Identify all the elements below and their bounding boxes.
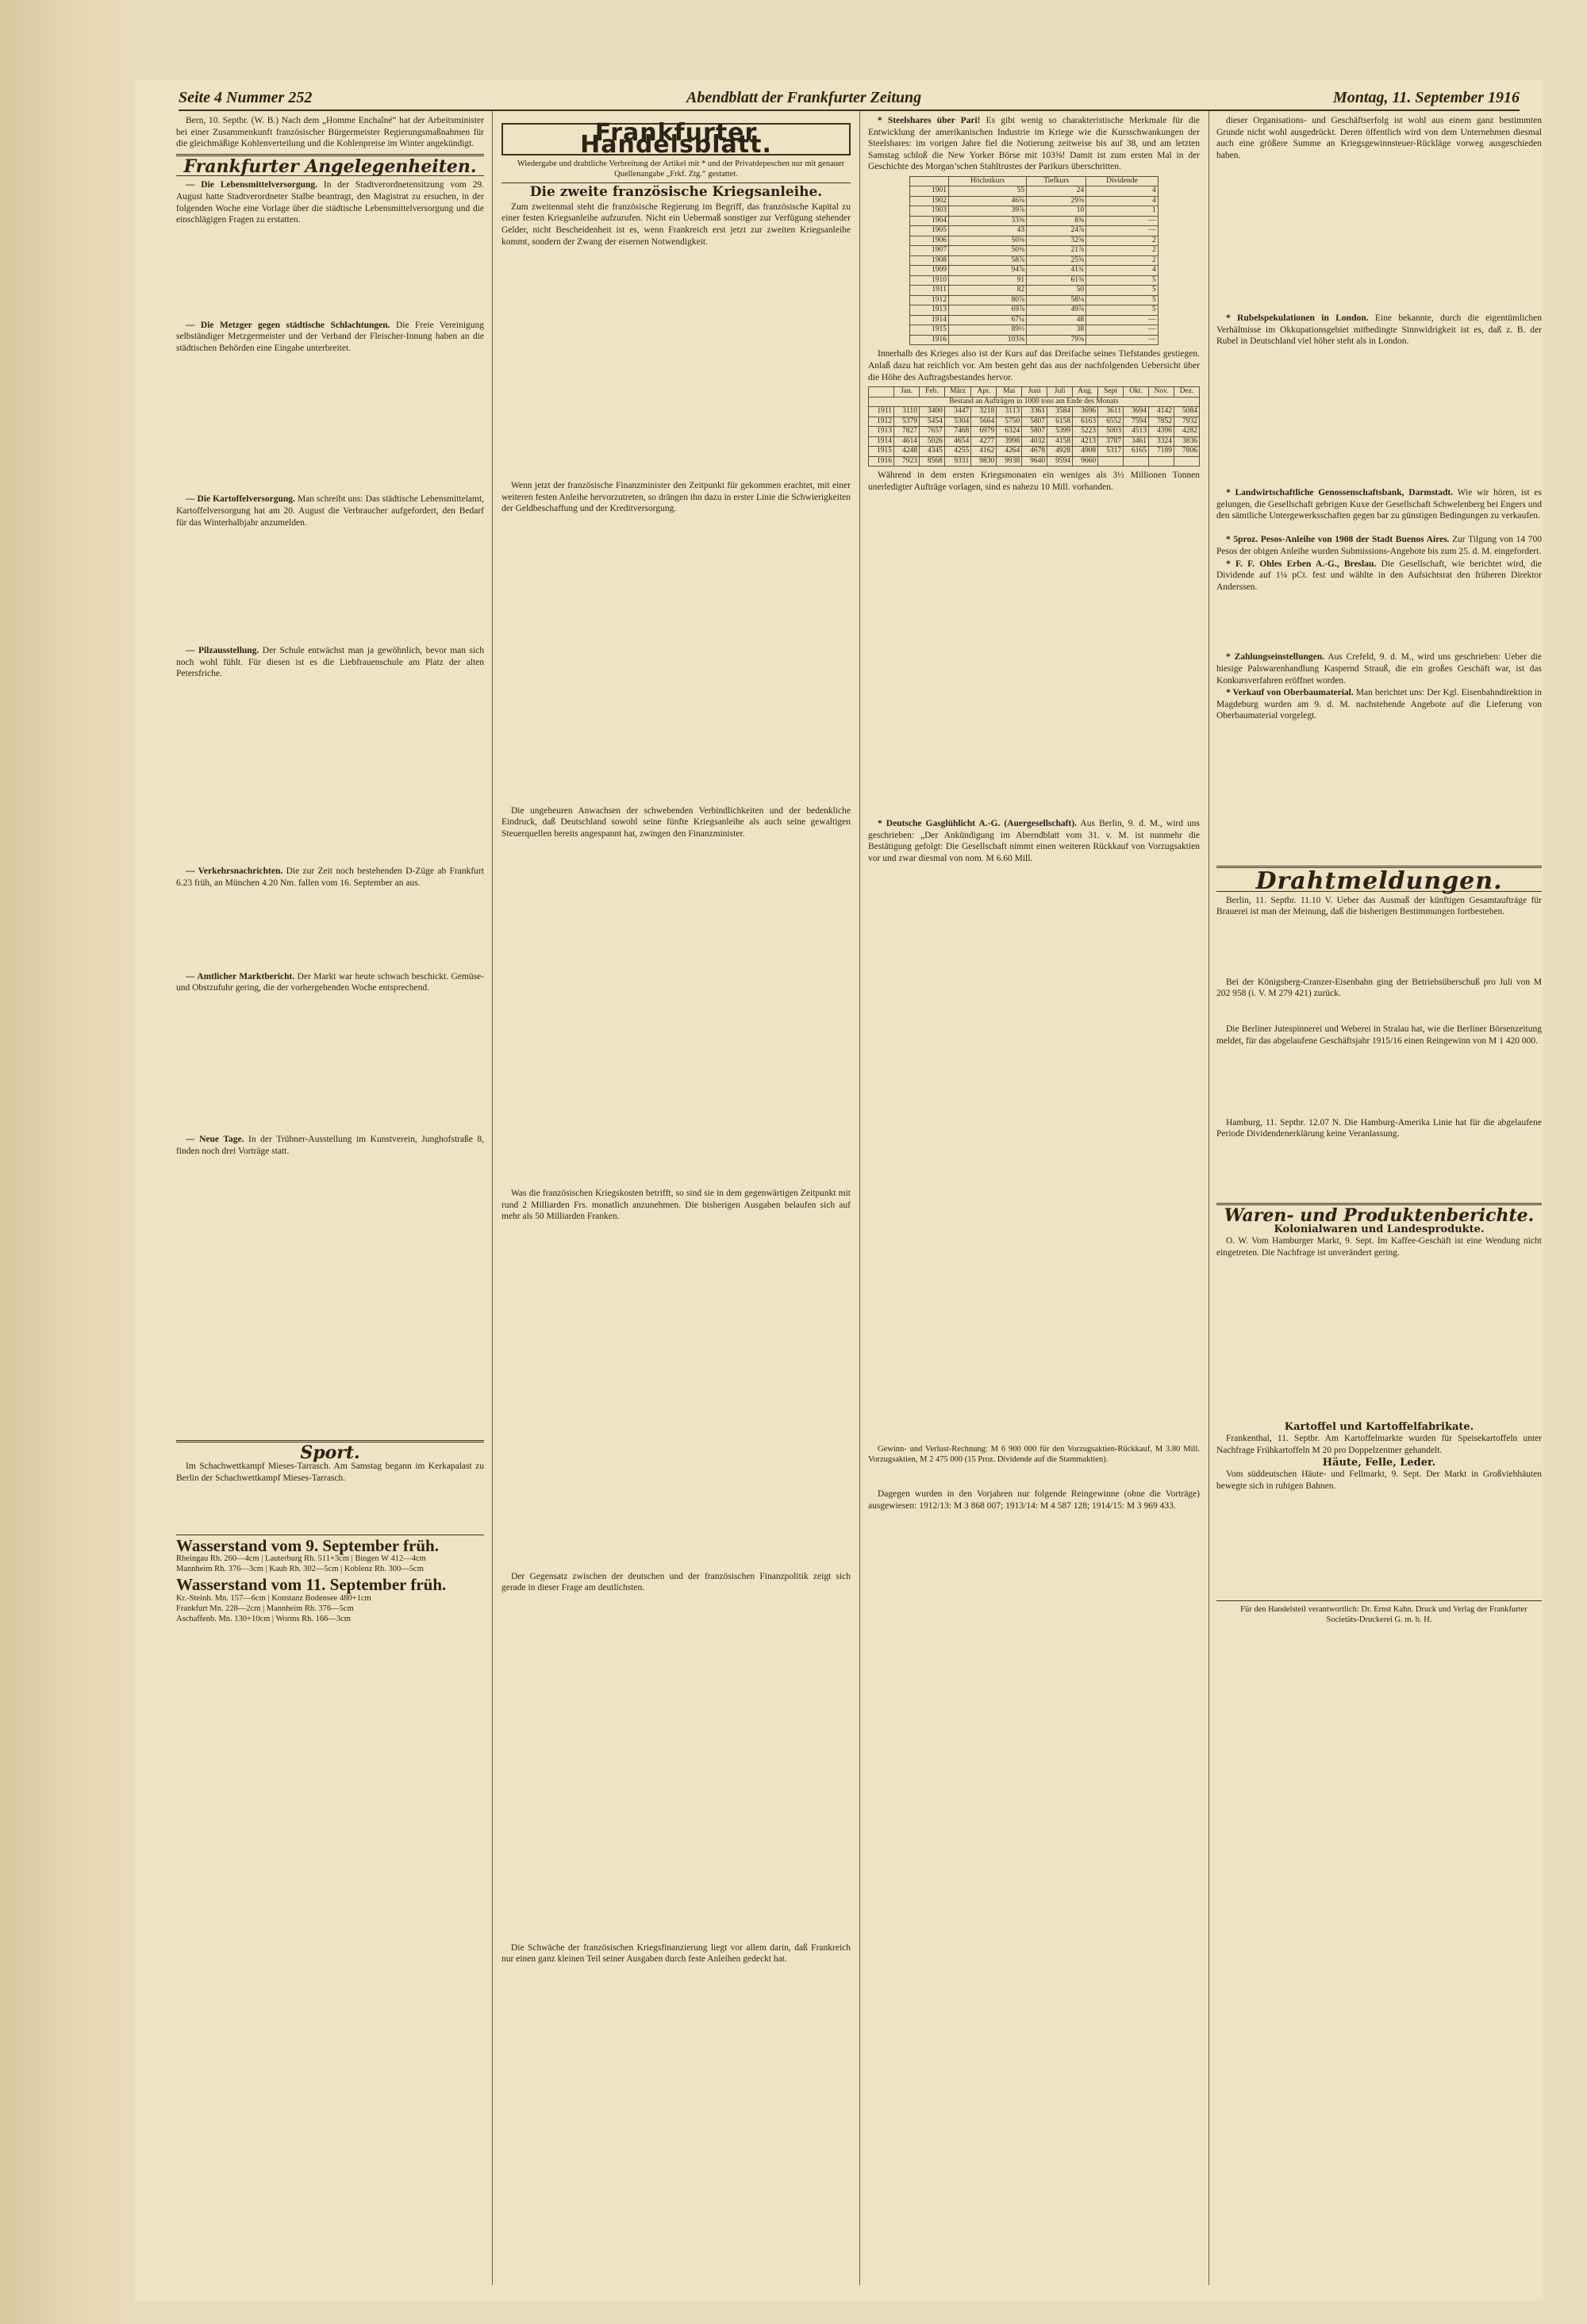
table-row	[869, 417, 1200, 427]
section-title: Frankfurter Angelegenheiten.	[183, 156, 477, 177]
table-cell: 3584	[1047, 407, 1073, 417]
table-cell: 7923	[893, 456, 919, 467]
table-cell: 6158	[1047, 417, 1073, 427]
table-cell: 3787	[1098, 436, 1124, 447]
news-item: — Die Lebensmittelversorgung. In der Stadtverordnetensitzung vom 29. August hatte Stadtverordneter Stalbe beantragt, den Magistrat zu ersuchen, in der folgenden Woche eine Vorlage über die städtische Lebensmittelversorgung und die einschlägigen Fragen zu erstatten.	[176, 180, 484, 225]
table-cell: 5304	[944, 417, 970, 427]
table-cell: 6165	[1124, 447, 1149, 457]
table-cell: 5454	[919, 417, 944, 427]
table-cell: 1911	[869, 407, 894, 417]
table-cell: —	[1086, 335, 1159, 345]
table-cell: 1914	[869, 436, 894, 447]
gasgluehlicht-earnings: Dagegen wurden in den Vorjahren nur folgende Reingewinne (ohne die Vorträge) ausgewiesen: 1912/13: M 3 868 007; 1913/14: M 4 587 128; 1914/15: M 3 969 433.	[868, 1489, 1200, 1511]
table-cell: 9938	[997, 456, 1022, 467]
table-cell: 38	[1027, 325, 1086, 336]
table-header-cell: Juni	[1022, 387, 1047, 398]
table-header-cell: Nov.	[1149, 387, 1174, 398]
table-cell: 43	[949, 226, 1027, 236]
water-level-line: Kr.-Steinh. Mn. 157—6cm | Konstanz Bodensee 480+1cm	[176, 1593, 371, 1603]
table-header-cell: Mai	[997, 387, 1022, 398]
table-cell: 4264	[997, 447, 1022, 457]
table-cell: 46⅝	[949, 196, 1027, 206]
table-cell: 50⅜	[949, 236, 1027, 246]
table-cell: 3461	[1124, 436, 1149, 447]
water-level-title: Wasserstand vom 9. September früh.	[176, 1535, 439, 1555]
local-items	[176, 179, 484, 1435]
table-cell: 1913	[910, 305, 949, 316]
table-cell: 9594	[1047, 456, 1073, 467]
news-item: * Zahlungseinstellungen. Aus Crefeld, 9. d. M., wird uns geschrieben: Ueber die hiesige Palswarenhandlung Kaspernd Strauß, die ein großes Geschäft war, ist das Konkursverfahren eröffnet worden.	[1216, 652, 1542, 686]
table-cell: 1912	[910, 295, 949, 305]
imprint: Für den Handelsteil verantwortlich: Dr. Ernst Kahn. Druck und Verlag der Frankfurter Societäts-Druckerei G. m. b. H.	[1240, 1604, 1527, 1624]
table-row	[869, 407, 1200, 417]
table-cell: 5750	[997, 417, 1022, 427]
gasgluehlicht-accounts: Gewinn- und Verlust-Rechnung: M 6 900 000 für den Vorzugsaktien-Rückkauf, M 3.80 Mill. Vorzugsaktien, M 2 475 000 (15 Proz. Dividende auf die Stammaktien).	[868, 1445, 1200, 1465]
haeute-text: Vom süddeutschen Häute- und Fellmarkt, 9. Sept. Der Markt in Großviehhäuten bewegte sich in ruhigen Bahnen.	[1216, 1469, 1542, 1491]
table-cell: 89½	[949, 325, 1027, 336]
table-cell	[1124, 456, 1149, 467]
waren-text: O. W. Vom Hamburger Markt, 9. Sept. Im Kaffee-Geschäft ist eine Wendung nicht eingetreten. Die Nachfrage ist unverändert gering.	[1216, 1236, 1542, 1258]
header-center: Abendblatt der Frankfurter Zeitung	[686, 89, 922, 106]
table-cell: 3324	[1149, 436, 1174, 447]
table-cell: 3611	[1098, 407, 1124, 417]
table-row	[910, 236, 1159, 246]
top-note: Bern, 10. Septbr. (W. B.) Nach dem „Homme Enchaîné“ hat der Arbeitsminister bei einer Zusammenkunft französischer Bürgermeister Regierungsmaßnahmen für die gleichmäßige Kohlenverteilung und die Kohlenpreise im Winter angekündigt.	[176, 116, 484, 149]
table-cell: 25⅝	[1027, 255, 1086, 266]
table-cell: 9660	[1073, 456, 1098, 467]
table-cell: 1915	[869, 447, 894, 457]
table-cell: 8⅜	[1027, 216, 1086, 226]
news-item: — Die Kartoffelversorgung. Man schreibt uns: Das städtische Lebensmittelamt, Kartoffelversorgung hat am 20. August die Verbraucher aufgefordert, den Bedarf für das Winterhalbjahr anzumelden.	[176, 494, 485, 528]
news-item: * Landwirtschaftliche Genossenschaftsbank, Darmstadt. Wie wir hören, ist es gelungen, die Gesellschaft gebrigen Kuxe der Gesellschaft Schwelenberg bei Engers und den sämtliche Untergewerksschaften gegen bar zu günstigen Bedingungen zu verkaufen.	[1216, 488, 1543, 521]
table-cell: 9830	[971, 456, 997, 467]
table-row	[910, 226, 1159, 236]
table-header-cell: Feb.	[919, 387, 944, 398]
table-cell: 5399	[1047, 427, 1073, 437]
table-cell: 4513	[1124, 427, 1149, 437]
table-cell: 4142	[1149, 407, 1174, 417]
table-cell: 103⅝	[949, 335, 1027, 345]
table-header-cell: Dez.	[1174, 387, 1200, 398]
table-cell: 80⅞	[949, 295, 1027, 305]
table-cell: 7189	[1149, 447, 1174, 457]
table-row	[910, 266, 1159, 276]
news-item: * Verkauf von Oberbaumaterial. Man berichtet uns: Der Kgl. Eisenbahndirektion in Magdeburg wurden am 9. d. M. nachstehende Angebote auf die Lieferung von Oberbaumaterial vorgelegt.	[1216, 688, 1542, 721]
table-cell: 1903	[910, 206, 949, 217]
steelshares-text: Innerhalb des Krieges also ist der Kurs auf das Dreifache seines Tiefstandes gestiegen. Anlaß dazu hat reichlich vor. Am besten geht das aus der nachfolgenden Uebersicht über die Höhe des Auftragsbestandes hervor.	[868, 349, 1200, 382]
table-cell: 21⅞	[1027, 246, 1086, 256]
table-cell: 4032	[1022, 436, 1047, 447]
table-cell: 7827	[893, 427, 919, 437]
table-cell: 3998	[997, 436, 1022, 447]
kartoffel-title: Kartoffel und Kartoffelfabrikate.	[1284, 1420, 1474, 1433]
table-cell	[1098, 456, 1124, 467]
table-cell: 4	[1086, 196, 1159, 206]
sport-title: Sport.	[300, 1442, 360, 1463]
table-cell: 24⅞	[1027, 226, 1086, 236]
table-cell: 1916	[910, 335, 949, 345]
table-cell: 32⅝	[1027, 236, 1086, 246]
wire-item: Hamburg, 11. Septbr. 12.07 N. Die Hamburg-Amerika Linie hat für die abgelaufene Periode Dividendenerklärung keine Veranlassung.	[1216, 1117, 1542, 1139]
table-cell: 58⅞	[949, 255, 1027, 266]
news-item: * Rubelspekulationen in London. Eine bekannte, durch die eigentümlichen Verhältnisse im Okkupationsgebiet mitbedingte Sinnwidrigkeit ist es, daß z. B. der Rubel in Deutschland viel höher steht als in London.	[1216, 313, 1542, 347]
table-cell: 24	[1027, 186, 1086, 197]
column-rule	[492, 111, 493, 2285]
table-cell: 1901	[910, 186, 949, 197]
orders-text: Während in dem ersten Kriegsmonaten ein weniges als 3½ Millionen Tonnen unerledigter Aufträge vorlagen, sind es nahezu 10 Mill. vorhanden.	[868, 471, 1200, 492]
article-paragraph: Wenn jetzt der französische Finanzminister den Zeitpunkt für gekommen erachtet, mit einer weiteren festen Anleihe hervorzutreten, so drängen ihn dazu in erster Linie die Schwierigkeiten der Geldbeschaffung und der Kreditversorgung.	[501, 481, 851, 514]
table-cell: 41¾	[1027, 266, 1086, 276]
table-row	[910, 295, 1159, 305]
header-left: Seite 4 Nummer 252	[179, 89, 313, 106]
table-header-cell: Apr.	[971, 387, 997, 398]
table-cell: 6324	[997, 427, 1022, 437]
table-cell: 4908	[1073, 447, 1098, 457]
table-cell: 8568	[919, 456, 944, 467]
table-cell: 3361	[1022, 407, 1047, 417]
table-cell: 4162	[971, 447, 997, 457]
table-cell: 50	[1027, 286, 1086, 296]
water-level-title: Wasserstand vom 11. September früh.	[176, 1575, 447, 1595]
table-cell: 4255	[944, 447, 970, 457]
table-cell: 7594	[1124, 417, 1149, 427]
col4-continuation: dieser Organisations- und Geschäftserfolg ist wohl aus einem ganz bestimmten Grunde nicht wohl ausgedrückt. Deren öffentlich wird von dem Unternehmen diesmal auch eine größere Summe an Kriegsgewinnsteuer-Rückläge vorweg ausgeschieden haben.	[1216, 116, 1542, 160]
waren-subtitle: Kolonialwaren und Landesprodukte.	[1274, 1223, 1485, 1235]
table-cell: 5317	[1098, 447, 1124, 457]
table-cell: 67¼	[949, 315, 1027, 325]
table-header-cell: Juli	[1047, 387, 1073, 398]
table-header-cell: März	[944, 387, 970, 398]
table-cell: 5807	[1022, 427, 1047, 437]
table-cell: 5084	[1174, 407, 1200, 417]
table-cell: —	[1086, 315, 1159, 325]
table-cell: 1911	[910, 286, 949, 296]
news-item: * 5proz. Pesos-Anleihe von 1908 der Stadt Buenos Aires. Zur Tilgung von 14 700 Pesos der obigen Anleihe wurden Submissions-Angebote bis zum 25. d. M. eingefordert.	[1216, 535, 1542, 556]
gasgluehlicht-item: * Deutsche Gasglühlicht A.-G. (Auergesellschaft). Aus Berlin, 9. d. M., wird uns geschrieben: „Der Ankündigung im Aberndblatt vom 31. v. M. ist nunmehr die Bestätigung gefolgt: Die Gesellschaft nimmt einen weiteren Rückkauf von Vorzugsaktien vor und zwar diesmal von nom. M 6.60 Mill.	[868, 819, 1200, 863]
divider	[1216, 1600, 1542, 1601]
sport-text: Im Schachwettkampf Mieses-Tarrasch. Am Samstag begann im Kerkapalast zu Berlin der Schachwettkampf Mieses-Tarrasch.	[176, 1462, 484, 1483]
table-cell: 1908	[910, 255, 949, 266]
table-cell: 9640	[1022, 456, 1047, 467]
table-cell: 3694	[1124, 407, 1149, 417]
news-item: — Neue Tage. In der Trübner-Ausstellung im Kunstverein, Junghofstraße 8, finden noch drei Vorträge statt.	[176, 1135, 485, 1156]
table-cell: 39⅞	[949, 206, 1027, 217]
table-cell: 5003	[1098, 427, 1124, 437]
kartoffel-text: Frankenthal, 11. Septbr. Am Kartoffelmarkte wurden für Speisekartoffeln unter Nachfrage Frühkartoffeln M 20 pro Doppelzentner gehandelt.	[1216, 1434, 1542, 1455]
table-cell: 82	[949, 286, 1027, 296]
article-title: Die zweite französische Kriegsanleihe.	[529, 184, 823, 201]
table-header-cell	[869, 387, 894, 398]
table-cell: 1905	[910, 226, 949, 236]
table-row	[910, 286, 1159, 296]
water-level-line: Aschaffenb. Mn. 130+10cm | Worms Rh. 166—3cm	[176, 1614, 351, 1623]
divider	[501, 182, 851, 183]
table-cell: 4654	[944, 436, 970, 447]
table-cell: 58⅛	[1027, 295, 1086, 305]
table-cell: 4158	[1047, 436, 1073, 447]
table-cell: 1902	[910, 196, 949, 206]
page-header	[179, 89, 1520, 111]
table-cell: 1915	[910, 325, 949, 336]
table-row	[910, 255, 1159, 266]
wire-item: Die Berliner Jutespinnerei und Weberei in Stralau hat, wie die Berliner Börsenzeitung meldet, für das abgelaufene Geschäftsjahr 1915/16 einen Reingewinn von M 1 420 000.	[1216, 1024, 1542, 1046]
table-cell: 7806	[1174, 447, 1200, 457]
column-rule	[859, 111, 860, 2285]
table-cell: 5	[1086, 275, 1159, 286]
table-cell: 1912	[869, 417, 894, 427]
table-cell: 1	[1086, 206, 1159, 217]
haeute-title: Häute, Felle, Leder.	[1322, 1456, 1436, 1469]
copyright-note: Wiedergabe und drahtliche Verbreitung der Artikel mit * und der Privatdepeschen nur mit genauer Quellenangabe „Frkf. Ztg.“ gestattet.	[517, 159, 845, 179]
steelshares-table: Höchstkurs Tiefkurs Dividende 1901 55 24 4 1902 46⅝ 29⅝ 4 1903 39⅞ 10 1 1904 33⅜ 8⅜ — 1905 43 24⅞ — 1906 50⅜ 32⅝ 2 1907 50⅝ 21⅞ 2 1908 58⅞ 25⅝ 2 1909 94⅞ 41¾ 4 1910 91 61⅜ 5 1911 82 50 5 1912 80⅞ 58⅛ 5 1913 69⅞ 49⅞ 5 1914 67¼ 48 — 1915 89½ 38 — 1916 103⅝ 79⅝ —	[909, 176, 1159, 346]
table-cell: 3113	[997, 407, 1022, 417]
table-cell: 94⅞	[949, 266, 1027, 276]
table-cell: —	[1086, 226, 1159, 236]
table-header-cell: Okt.	[1124, 387, 1149, 398]
header-right: Montag, 11. September 1916	[1332, 89, 1520, 106]
table-cell: 33⅜	[949, 216, 1027, 226]
table-cell: 5223	[1073, 427, 1098, 437]
news-item: — Verkehrsnachrichten. Die zur Zeit noch bestehenden D-Züge ab Frankfurt 6.23 früh, an München 4.20 Nm. fallen vom 16. September an aus.	[176, 866, 484, 888]
table-row	[910, 216, 1159, 226]
table-cell: 1916	[869, 456, 894, 467]
table-cell: 10	[1027, 206, 1086, 217]
table-cell: 48	[1027, 315, 1086, 325]
article-paragraph: Die ungeheuren Anwachsen der schwebenden Verbindlichkeiten und der bedenkliche Eindruck, daß Deutschland sowohl seine fünfte Kriegsanleihe als auch seine gewaltigen Steuerquellen bereits angespannt hat, zwingen den Finanzminister.	[501, 805, 851, 839]
wire-item: Bei der Königsberg-Cranzer-Eisenbahn ging der Betriebsüberschuß pro Juli von M 202 958 (i. V. M 279 421) zurück.	[1216, 977, 1542, 999]
news-item: — Amtlicher Marktbericht. Der Markt war heute schwach beschickt. Gemüse- und Obstzufuhr gering, die der vorhergehenden Woche entsprechend.	[176, 971, 484, 993]
water-level-line: Frankfurt Mn. 228—2cm | Mannheim Rh. 376—5cm	[176, 1604, 354, 1613]
table-row	[910, 335, 1159, 345]
table-header-cell: Jan.	[893, 387, 919, 398]
table-cell: 1913	[869, 427, 894, 437]
table-row	[910, 325, 1159, 336]
table-cell: 1909	[910, 266, 949, 276]
table-cell: 5026	[919, 436, 944, 447]
table-header-cell: Sept	[1098, 387, 1124, 398]
table-cell: 5	[1086, 295, 1159, 305]
table-row	[910, 186, 1159, 197]
table-cell: 1907	[910, 246, 949, 256]
water-level-line: Mannheim Rh. 376—3cm | Kaub Rh. 302—5cm | Koblenz Rh. 300—5cm	[176, 1565, 424, 1574]
table-cell: 3447	[944, 407, 970, 417]
table-row	[910, 315, 1159, 325]
table-cell	[1149, 456, 1174, 467]
table-cell: 61⅜	[1027, 275, 1086, 286]
table-cell	[1174, 456, 1200, 467]
column-wires	[1216, 115, 1542, 1626]
water-level-line: Rheingau Rh. 260—4cm | Lauterburg Rh. 511+3cm | Bingen W 412—4cm	[176, 1554, 426, 1564]
table-cell: 4396	[1149, 427, 1174, 437]
table-cell: 5664	[971, 417, 997, 427]
steelshares-item: * Steelshares über Pari! Es gibt wenig so charakteristische Merkmale für die Entwicklung der amerikanischen Industrie im Kriege wie die Kursschwankungen der Steelshares: im vorigen Jahre fiel die Notierung zeitweise bis auf 38, und am letzten Samstag schloß die New Yorker Börse mit 103⅝! Damit ist zum ersten Mal in der Geschichte des Morgan’schen Stahltrustes der Parikurs überschritten.	[868, 116, 1201, 172]
table-cell: —	[1086, 325, 1159, 336]
table-row	[869, 427, 1200, 437]
table-cell: 4277	[971, 436, 997, 447]
table-cell: 2	[1086, 255, 1159, 266]
table-cell: 69⅞	[949, 305, 1027, 316]
table-cell: 6163	[1073, 417, 1098, 427]
news-item: — Pilzausstellung. Der Schule entwächst man ja gewöhnlich, bevor man sich noch wohl fühlt. Für diesen ist es die Liebfrauenschule am Platz der alten Petersfriche.	[176, 646, 485, 679]
table-cell: 2	[1086, 246, 1159, 256]
table-cell: —	[1086, 216, 1159, 226]
article-paragraph: Der Gegensatz zwischen der deutschen und der französischen Finanzpolitik zeigt sich gerade in dieser Frage am deutlichsten.	[501, 1571, 851, 1593]
table-cell: 1906	[910, 236, 949, 246]
table-row	[910, 305, 1159, 316]
table-row	[910, 275, 1159, 286]
table-cell: 91	[949, 275, 1027, 286]
table-cell: 29⅝	[1027, 196, 1086, 206]
table-row	[869, 447, 1200, 457]
table-cell: 7932	[1174, 417, 1200, 427]
table-cell: 5379	[893, 417, 919, 427]
article-paragraph: Zum zweitenmal steht die französische Regierung im Begriff, das französische Kapital zu einer festen Kriegsanleihe aufzurufen. Nicht ein Uebermaß sonstiger zur Verfügung stehender Gelder, nicht Bescheidenheit ist es, wenn Frankreich erst jetzt zur zweiten Kriegsanleihe kommt, sondern der Zwang der eisernen Notwendigkeit.	[501, 202, 851, 247]
column-handelsblatt	[501, 115, 851, 1966]
table-cell: 1910	[910, 275, 949, 286]
table-cell: 3110	[893, 407, 919, 417]
handelsblatt-title: Frankfurter Handelsblatt.	[501, 123, 851, 156]
table-cell: 3696	[1073, 407, 1098, 417]
column-markets	[868, 115, 1200, 1513]
table-cell: 49⅞	[1027, 305, 1086, 316]
binding-margin	[0, 0, 119, 2324]
table-header-cell: Aug.	[1073, 387, 1098, 398]
table-cell: 7468	[944, 427, 970, 437]
table-cell: 2	[1086, 236, 1159, 246]
article-paragraph: Die Schwäche der französischen Kriegsfinanzierung liegt vor allem darin, daß Frankreich nur einen ganz kleinen Teil seiner Ausgaben durch feste Anleihen gedeckt hat.	[501, 1942, 851, 1965]
article-paragraph: Was die französischen Kriegskosten betrifft, so sind sie in dem gegenwärtigen Zeitpunkt mit rund 2 Milliarden Frs. monatlich anzunehmen. Die bisherigen Ausgaben belaufen sich auf mehr als 50 Milliarden Franken.	[501, 1189, 851, 1222]
table-cell: 7852	[1149, 417, 1174, 427]
table-cell: 55	[949, 186, 1027, 197]
table-cell: 5	[1086, 305, 1159, 316]
table-cell: 4	[1086, 186, 1159, 197]
table-cell: 4614	[893, 436, 919, 447]
table-cell: 6979	[971, 427, 997, 437]
table-cell: 3836	[1174, 436, 1200, 447]
table-row	[869, 456, 1200, 467]
table-cell: 79⅝	[1027, 335, 1086, 345]
table-cell: 9331	[944, 456, 970, 467]
waren-title: Waren- und Produktenberichte.	[1224, 1205, 1535, 1227]
table-row	[910, 196, 1159, 206]
table-row	[910, 246, 1159, 256]
column-local-news	[176, 115, 484, 1624]
table-cell: 3218	[971, 407, 997, 417]
news-item: * F. F. Ohles Erben A.-G., Breslau. Die Gesellschaft, wie berichtet wird, die Dividende auf 1¼ pCt. fest und wählte in den Aufsichtsrat den früheren Direktor Anderssen.	[1216, 559, 1542, 592]
table-row	[910, 206, 1159, 217]
table-cell: 5	[1086, 286, 1159, 296]
table-cell: 6552	[1098, 417, 1124, 427]
table-cell: 4282	[1174, 427, 1200, 437]
table-cell: 4345	[919, 447, 944, 457]
table-cell: 4213	[1073, 436, 1098, 447]
orders-table: Jan. Feb. März Apr. Mai Juni Juli Aug. Sept Okt. Nov. Dez. Bestand an Aufträgen in 1000 tons am Ende des Monats 1911 3110 3400 3447 3218 3113 3361 3584 3696 3611 3694 4142 5084 1912 5379 5454 5304 5664 5750 5807 6158 6163 6552 7594 7852 7932 1913 7827 7657 7468 6979 6324 5807 5399 5223 5003 4513 4396 4282 1914 4614 5026 4654 4277 3998 4032 4158 4213 3787 3461 3324 3836 1915 4248 4345 4255 4162 4264 4678 4928 4908 5317 6165 7189 7806 1916 7923 8568 9331 9830 9938 9640 9594 9660	[868, 386, 1200, 467]
table-cell: 4	[1086, 266, 1159, 276]
table-cell: 4678	[1022, 447, 1047, 457]
table-cell: 5807	[1022, 417, 1047, 427]
drahtmeldungen-title: Drahtmeldungen.	[1255, 867, 1503, 895]
table-cell: 1904	[910, 216, 949, 226]
table-cell: 4928	[1047, 447, 1073, 457]
table-cell: 7657	[919, 427, 944, 437]
table-cell: 50⅝	[949, 246, 1027, 256]
table-cell: 3400	[919, 407, 944, 417]
news-item: — Die Metzger gegen städtische Schlachtungen. Die Freie Vereinigung selbständiger Metzgermeister und der Verband der Fleischer-Innung haben an die städtischen Behörden eine Eingabe unterbreitet.	[176, 320, 485, 353]
table-row	[869, 436, 1200, 447]
table-cell: 4248	[893, 447, 919, 457]
table-cell: 1914	[910, 315, 949, 325]
wire-item: Berlin, 11. Septbr. 11.10 V. Ueber das Ausmaß der künftigen Gesamtaufträge für Brauerei ist man der Meinung, daß die bisherigen Bestimmungen fortbestehen.	[1216, 895, 1542, 917]
